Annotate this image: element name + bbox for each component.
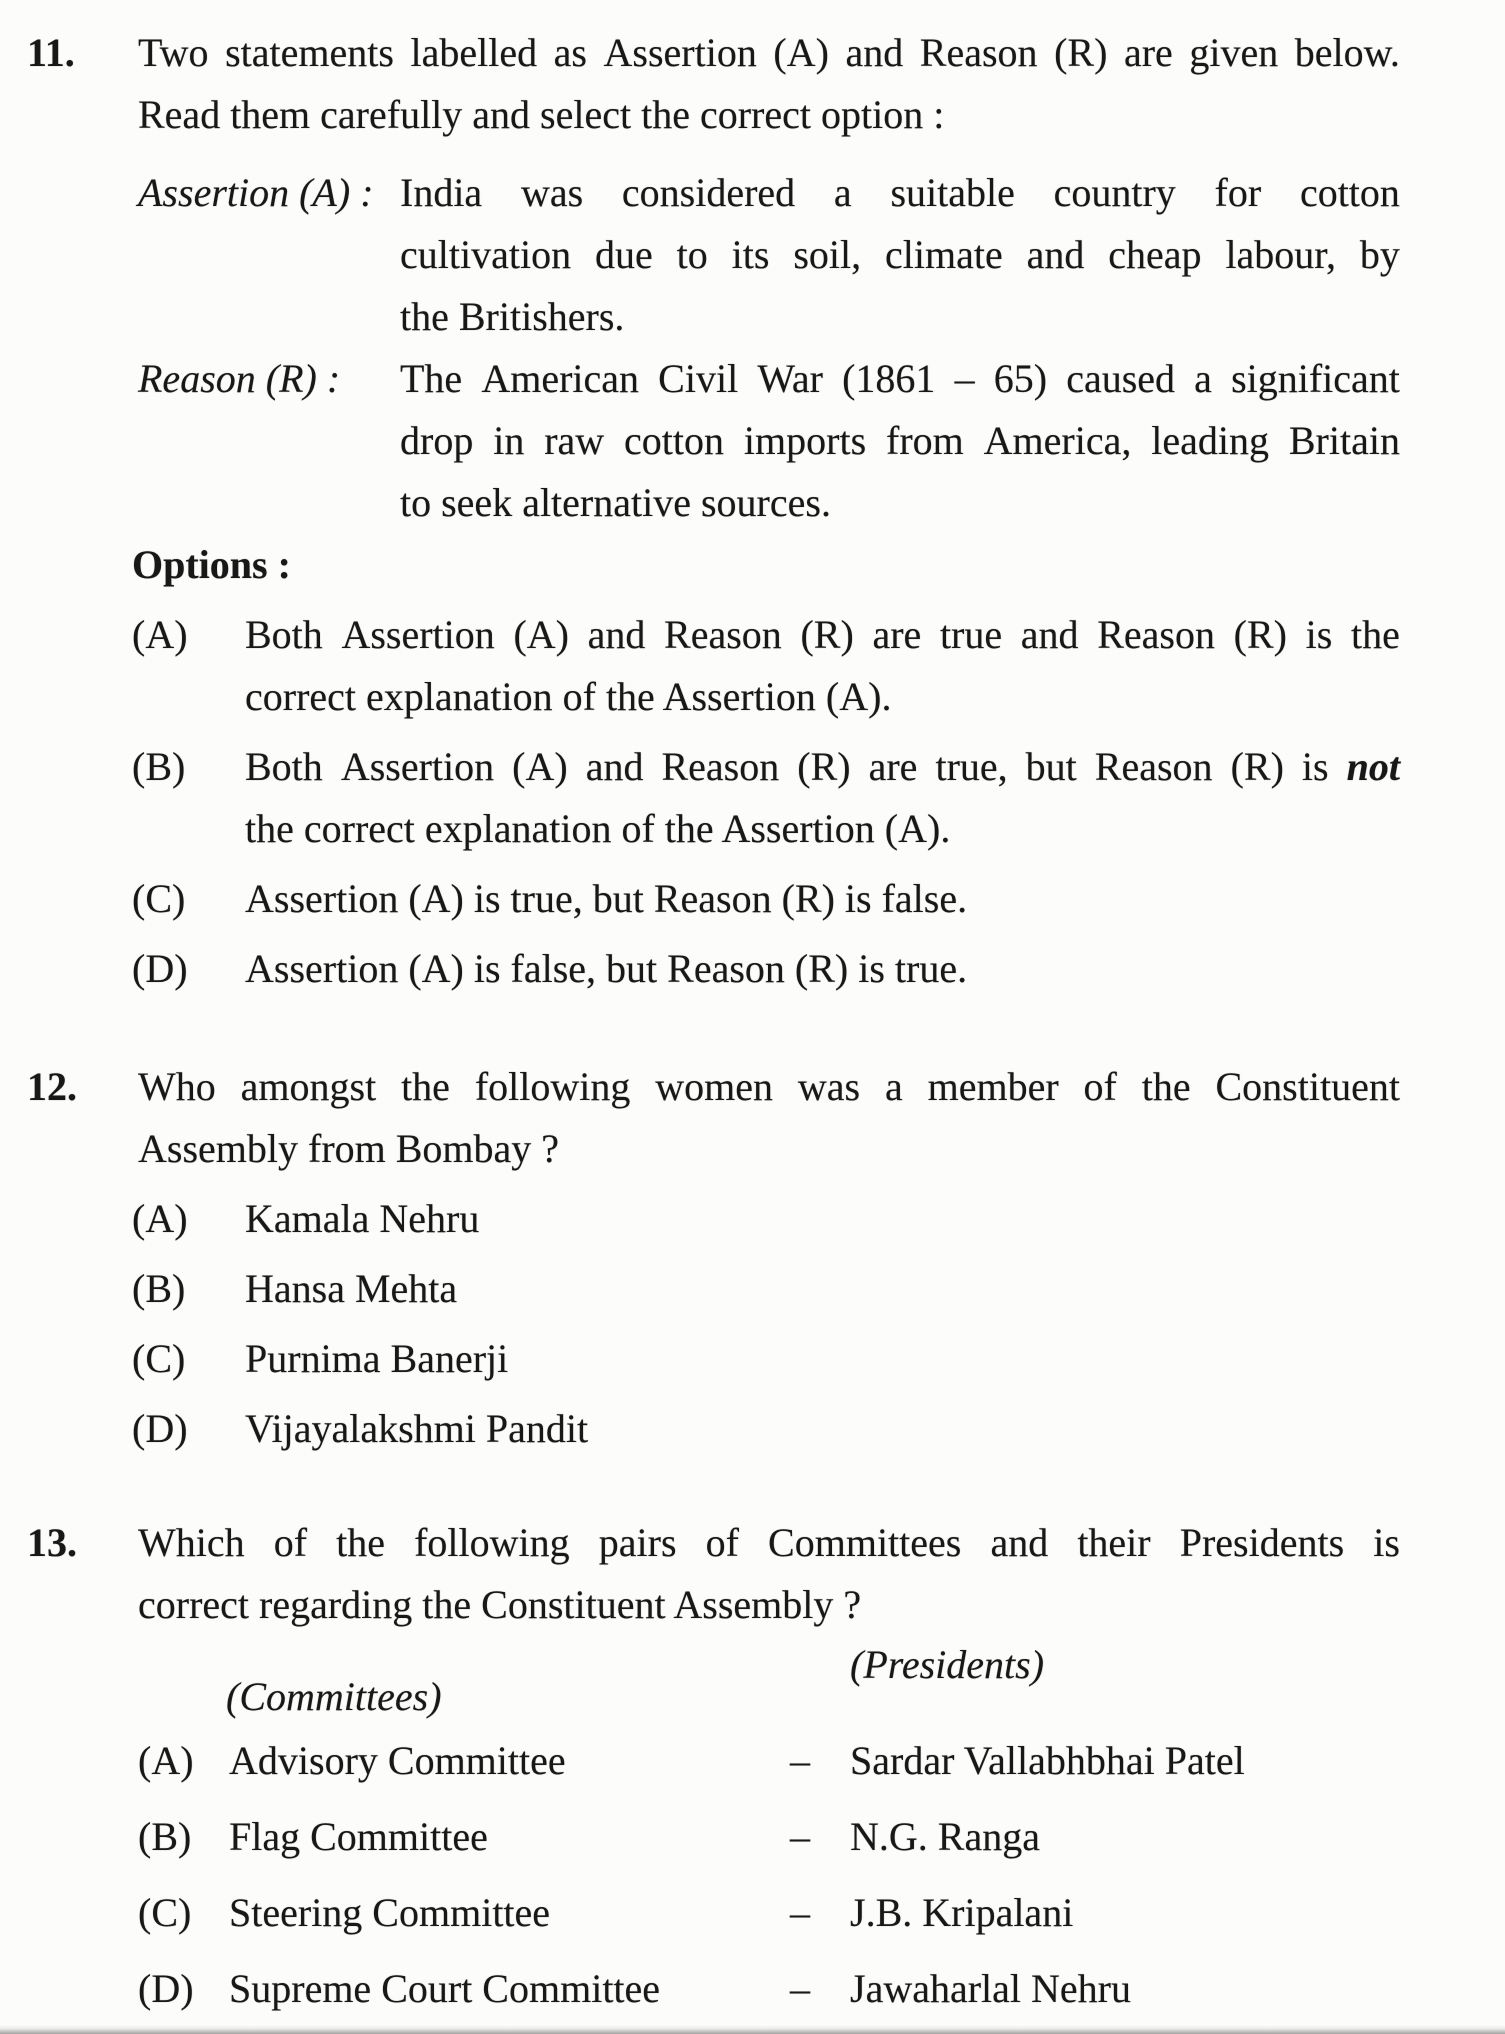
question-11-body xyxy=(132,22,1400,1000)
reason-line-1: The American Civil War (1861 – 65) caused a significant xyxy=(400,356,1400,401)
question-12-body xyxy=(132,1056,1400,1460)
option-text-11d: Assertion (A) is false, but Reason (R) is true. xyxy=(245,946,968,991)
question-12-intro-line-1: Who amongst the following women was a member of the Constituent xyxy=(138,1064,1400,1109)
page-content xyxy=(27,22,1405,2020)
option-text-12d: Vijayalakshmi Pandit xyxy=(245,1406,589,1451)
reason-row xyxy=(138,348,1400,534)
option-text-11c: Assertion (A) is true, but Reason (R) is false. xyxy=(245,876,968,921)
option-row-11d xyxy=(132,938,1400,1000)
option-text-11a xyxy=(245,604,1400,728)
options-heading: Options : xyxy=(132,542,291,587)
question-11-number: 11. xyxy=(27,30,75,75)
option-row-11b xyxy=(132,736,1400,860)
pair-row-13b xyxy=(138,1806,1400,1868)
option-11b-line-1: Both Assertion (A) and Reason (R) are true, but Reason (R) is not xyxy=(245,744,1400,789)
question-11-intro-line-1: Two statements labelled as Assertion (A) and Reason (R) are given below. xyxy=(138,30,1400,75)
pair-label-13a: (A) xyxy=(138,1738,194,1783)
committee-name-13a: Advisory Committee xyxy=(229,1738,566,1783)
scan-bottom-edge xyxy=(0,2025,1505,2034)
president-name-13c: J.B. Kripalani xyxy=(850,1890,1074,1935)
reason-text xyxy=(400,348,1400,534)
committee-name-13c: Steering Committee xyxy=(229,1890,551,1935)
question-13-intro xyxy=(138,1512,1400,1636)
question-12-intro-line-2: Assembly from Bombay ? xyxy=(138,1126,560,1171)
question-13-body xyxy=(138,1512,1400,2020)
pair-row-13d xyxy=(138,1958,1400,2020)
assertion-label: Assertion (A) : xyxy=(138,170,374,215)
president-name-13a: Sardar Vallabhbhai Patel xyxy=(850,1738,1245,1783)
option-row-12c xyxy=(132,1328,1400,1390)
pair-dash-13b: – xyxy=(790,1814,810,1859)
pair-label-13b: (B) xyxy=(138,1814,192,1859)
option-label-12d: (D) xyxy=(132,1406,188,1451)
option-row-12b xyxy=(132,1258,1400,1320)
pair-label-13c: (C) xyxy=(138,1890,192,1935)
pair-dash-13d: – xyxy=(790,1966,810,2011)
pair-table-headers xyxy=(138,1636,1400,1719)
assertion-row xyxy=(138,162,1400,348)
option-label-12b: (B) xyxy=(132,1266,186,1311)
pair-row-13c xyxy=(138,1882,1400,1944)
option-label-12c: (C) xyxy=(132,1336,186,1381)
reason-label: Reason (R) : xyxy=(138,356,341,401)
pair-dash-13a: – xyxy=(790,1738,810,1783)
question-13 xyxy=(27,1512,1405,2020)
option-text-12a: Kamala Nehru xyxy=(245,1196,480,1241)
reason-line-2: drop in raw cotton imports from America, leading Britain xyxy=(400,418,1400,463)
assertion-line-2: cultivation due to its soil, climate and cheap labour, by xyxy=(400,232,1400,277)
question-11 xyxy=(27,22,1405,1000)
presidents-column-header: (Presidents) xyxy=(850,1642,1045,1687)
option-label-11a: (A) xyxy=(132,612,188,657)
assertion-text xyxy=(400,162,1400,348)
question-13-number: 13. xyxy=(27,1520,77,1565)
option-11b-line-2: the correct explanation of the Assertion (A). xyxy=(245,806,951,851)
question-12-number: 12. xyxy=(27,1064,77,1109)
option-label-12a: (A) xyxy=(132,1196,188,1241)
option-label-11c: (C) xyxy=(132,876,186,921)
pair-label-13d: (D) xyxy=(138,1966,194,2011)
option-11a-line-1: Both Assertion (A) and Reason (R) are true and Reason (R) is the xyxy=(245,612,1400,657)
reason-line-3: to seek alternative sources. xyxy=(400,480,831,525)
question-12 xyxy=(27,1056,1405,1460)
pair-row-13a xyxy=(138,1730,1400,1792)
question-13-intro-line-2: correct regarding the Constituent Assembly ? xyxy=(138,1582,862,1627)
option-row-11c xyxy=(132,868,1400,930)
president-name-13d: Jawaharlal Nehru xyxy=(850,1966,1131,2011)
option-text-12c: Purnima Banerji xyxy=(245,1336,509,1381)
committees-column-header: (Committees) xyxy=(226,1674,442,1719)
option-label-11b: (B) xyxy=(132,744,186,789)
option-11a-line-2: correct explanation of the Assertion (A). xyxy=(245,674,892,719)
option-text-12b: Hansa Mehta xyxy=(245,1266,458,1311)
option-label-11d: (D) xyxy=(132,946,188,991)
assertion-line-1: India was considered a suitable country for cotton xyxy=(400,170,1400,215)
committee-name-13d: Supreme Court Committee xyxy=(229,1966,661,2011)
question-13-intro-line-1: Which of the following pairs of Committees and their Presidents is xyxy=(138,1520,1400,1565)
pair-dash-13c: – xyxy=(790,1890,810,1935)
option-text-11b xyxy=(245,736,1400,860)
option-row-12a xyxy=(132,1188,1400,1250)
president-name-13b: N.G. Ranga xyxy=(850,1814,1040,1859)
assertion-line-3: the Britishers. xyxy=(400,294,625,339)
option-row-11a xyxy=(132,604,1400,728)
question-11-intro-line-2: Read them carefully and select the correct option : xyxy=(138,92,945,137)
question-11-intro xyxy=(138,22,1400,146)
committee-name-13b: Flag Committee xyxy=(229,1814,488,1859)
question-12-intro xyxy=(138,1056,1400,1180)
option-row-12d xyxy=(132,1398,1400,1460)
